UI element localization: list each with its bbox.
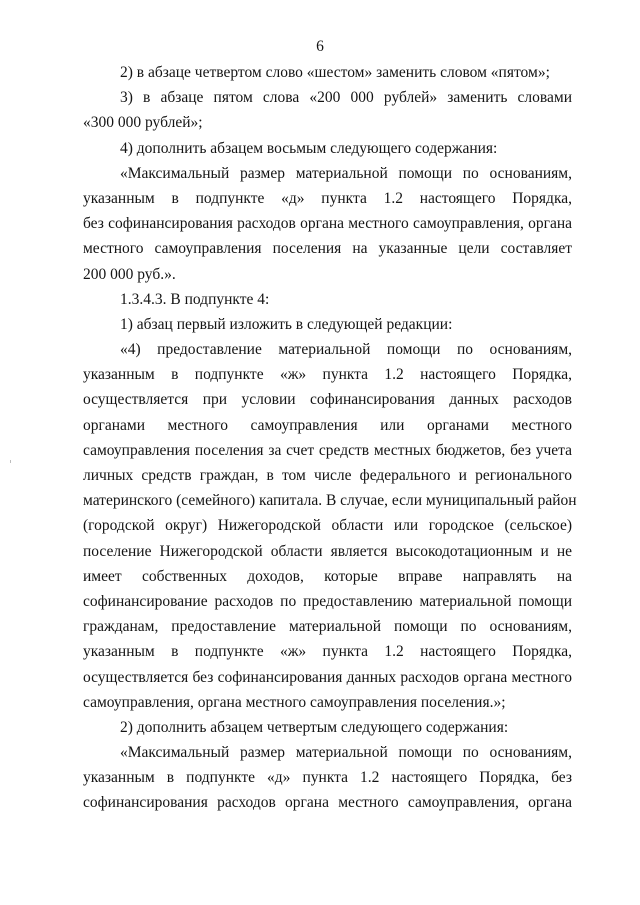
text-line: 4) дополнить абзацем восьмым следующего содержания: <box>120 139 498 157</box>
text-line: 1.3.4.3. В подпункте 4: <box>120 290 270 308</box>
text-line: поселение Нижегородской области является высокодотационным и не <box>83 542 572 560</box>
text-line: материнского (семейного) капитала. В случае, если муниципальный район <box>83 492 577 510</box>
text-line: «Максимальный размер материальной помощи по основаниям, <box>120 164 572 182</box>
text-line: гражданам, предоставление материальной помощи по основаниям, <box>83 618 572 636</box>
text-line: без софинансирования расходов органа местного самоуправления, органа <box>83 215 572 233</box>
text-line: софинансирование расходов по предоставлению материальной помощи <box>83 592 572 610</box>
text-line: (городской округ) Нижегородской области или городское (сельское) <box>83 517 572 535</box>
page-number: 6 <box>316 38 324 55</box>
text-line: самоуправления поселения за счет средств местных бюджетов, без учета <box>83 441 572 459</box>
text-line: осуществляется при условии софинансирования данных расходов <box>83 391 572 409</box>
text-line: указанным в подпункте «д» пункта 1.2 настоящего Порядка, <box>83 189 572 207</box>
scan-speck <box>10 460 11 463</box>
text-line: 200 000 руб.». <box>83 265 176 283</box>
text-line: «300 000 рублей»; <box>83 114 203 132</box>
text-line: личных средств граждан, в том числе федерального и регионального <box>83 467 572 484</box>
text-line: осуществляется без софинансирования данных расходов органа местного <box>83 668 572 686</box>
text-line: 2) дополнить абзацем четвертым следующего содержания: <box>120 718 509 736</box>
text-line: указанным в подпункте «ж» пункта 1.2 настоящего Порядка, <box>83 643 572 661</box>
text-line: местного самоуправления поселения на указанные цели составляет <box>83 240 572 258</box>
text-line: имеет собственных доходов, которые вправе направлять на <box>83 567 572 585</box>
text-line: самоуправления, органа местного самоуправления поселения.»; <box>83 693 506 711</box>
text-line: «4) предоставление материальной помощи по основаниям, <box>120 341 572 359</box>
text-line: «Максимальный размер материальной помощи по основаниям, <box>120 744 572 762</box>
text-line: органами местного самоуправления или органами местного <box>83 416 572 434</box>
text-line: указанным в подпункте «д» пункта 1.2 настоящего Порядка, без <box>83 769 572 787</box>
text-line: 1) абзац первый изложить в следующей редакции: <box>120 315 453 333</box>
text-line: указанным в подпункте «ж» пункта 1.2 настоящего Порядка, <box>83 366 572 384</box>
text-line: софинансирования расходов органа местного самоуправления, органа <box>83 794 572 812</box>
document-body <box>83 60 577 816</box>
text-line: 3) в абзаце пятом слова «200 000 рублей» заменить словами <box>120 89 572 107</box>
text-line: 2) в абзаце четвертом слово «шестом» заменить словом «пятом»; <box>120 64 550 81</box>
